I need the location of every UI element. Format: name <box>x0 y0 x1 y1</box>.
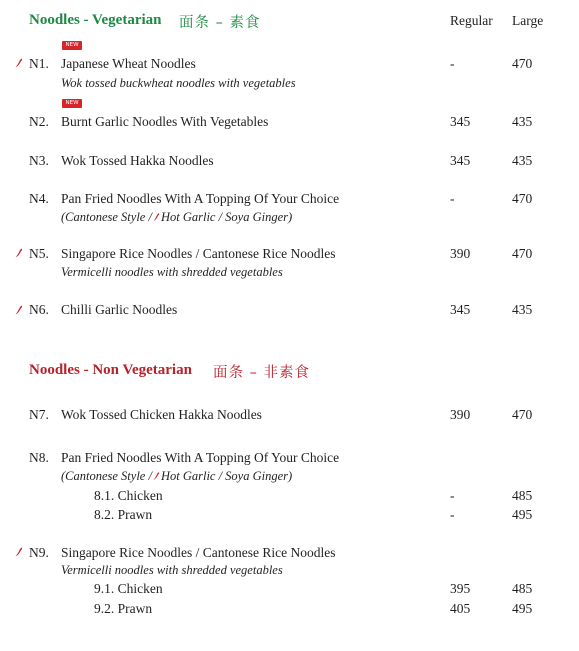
sub-item-name: 9.2. Prawn <box>94 601 153 616</box>
sub-item-name: 8.1. Chicken <box>94 488 163 503</box>
description-part: (Cantonese Style / <box>61 210 152 224</box>
item-name: Singapore Rice Noodles / Cantonese Rice Noodles <box>61 545 336 560</box>
item-description: Vermicelli noodles with shredded vegetables <box>61 265 283 279</box>
description-part: Hot Garlic / Soya Ginger) <box>160 469 293 483</box>
item-name: Burnt Garlic Noodles With Vegetables <box>61 114 269 129</box>
sub-item-name: 8.2. Prawn <box>94 507 153 522</box>
regular-price: - <box>450 56 455 71</box>
item-code: N3. <box>29 153 49 168</box>
item-code: N2. <box>29 114 49 129</box>
veg-section-title: Noodles - Vegetarian <box>29 12 162 28</box>
nonveg-section-chinese-title: 面条 – 非素食 <box>213 365 310 381</box>
item-code: N8. <box>29 450 49 465</box>
item-code: N9. <box>29 545 49 560</box>
item-name: Wok Tossed Hakka Noodles <box>61 153 214 168</box>
regular-price: 395 <box>450 581 471 596</box>
item-code: N1. <box>29 56 49 71</box>
item-description: Vermicelli noodles with shredded vegetables <box>61 563 283 577</box>
large-price: 495 <box>512 507 533 522</box>
large-price: 470 <box>512 407 533 422</box>
large-price: 470 <box>512 246 533 261</box>
large-price: 495 <box>512 601 533 616</box>
regular-price: 345 <box>450 114 471 129</box>
regular-price: - <box>450 191 455 206</box>
item-name: Pan Fried Noodles With A Topping Of Your Choice <box>61 191 340 206</box>
regular-price: - <box>450 507 455 522</box>
large-price: 435 <box>512 302 533 317</box>
chili-icon <box>153 471 160 481</box>
large-price: 470 <box>512 56 533 71</box>
item-name: Japanese Wheat Noodles <box>61 56 196 71</box>
item-description <box>61 469 292 484</box>
chili-icon <box>153 212 160 222</box>
chili-icon <box>15 305 23 315</box>
nonveg-section-title: Noodles - Non Vegetarian <box>29 362 192 378</box>
item-name: Chilli Garlic Noodles <box>61 302 178 317</box>
item-code: N5. <box>29 246 49 261</box>
regular-price: 345 <box>450 302 471 317</box>
new-badge: NEW <box>62 99 82 108</box>
item-code: N7. <box>29 407 49 422</box>
item-code: N6. <box>29 302 49 317</box>
regular-price: 390 <box>450 246 471 261</box>
description-part: Hot Garlic / Soya Ginger) <box>160 210 293 224</box>
item-name: Wok Tossed Chicken Hakka Noodles <box>61 407 262 422</box>
regular-price: 345 <box>450 153 471 168</box>
chili-icon <box>15 547 23 557</box>
description-part: (Cantonese Style / <box>61 469 152 483</box>
large-price: 435 <box>512 153 533 168</box>
large-price: 485 <box>512 488 533 503</box>
chili-icon <box>15 248 23 258</box>
item-description <box>61 210 292 225</box>
new-badge: NEW <box>62 41 82 50</box>
item-description: Wok tossed buckwheat noodles with vegetables <box>61 76 296 90</box>
large-price: 485 <box>512 581 533 596</box>
item-code: N4. <box>29 191 49 206</box>
sub-item-name: 9.1. Chicken <box>94 581 163 596</box>
large-price: 470 <box>512 191 533 206</box>
large-price: 435 <box>512 114 533 129</box>
regular-price: 405 <box>450 601 471 616</box>
regular-price: 390 <box>450 407 471 422</box>
veg-section-chinese-title: 面条 – 素食 <box>179 15 261 31</box>
item-name: Singapore Rice Noodles / Cantonese Rice Noodles <box>61 246 336 261</box>
large-column-header: Large <box>512 13 544 28</box>
chili-icon <box>15 58 23 68</box>
regular-price: - <box>450 488 455 503</box>
item-name: Pan Fried Noodles With A Topping Of Your Choice <box>61 450 340 465</box>
regular-column-header: Regular <box>450 13 493 28</box>
